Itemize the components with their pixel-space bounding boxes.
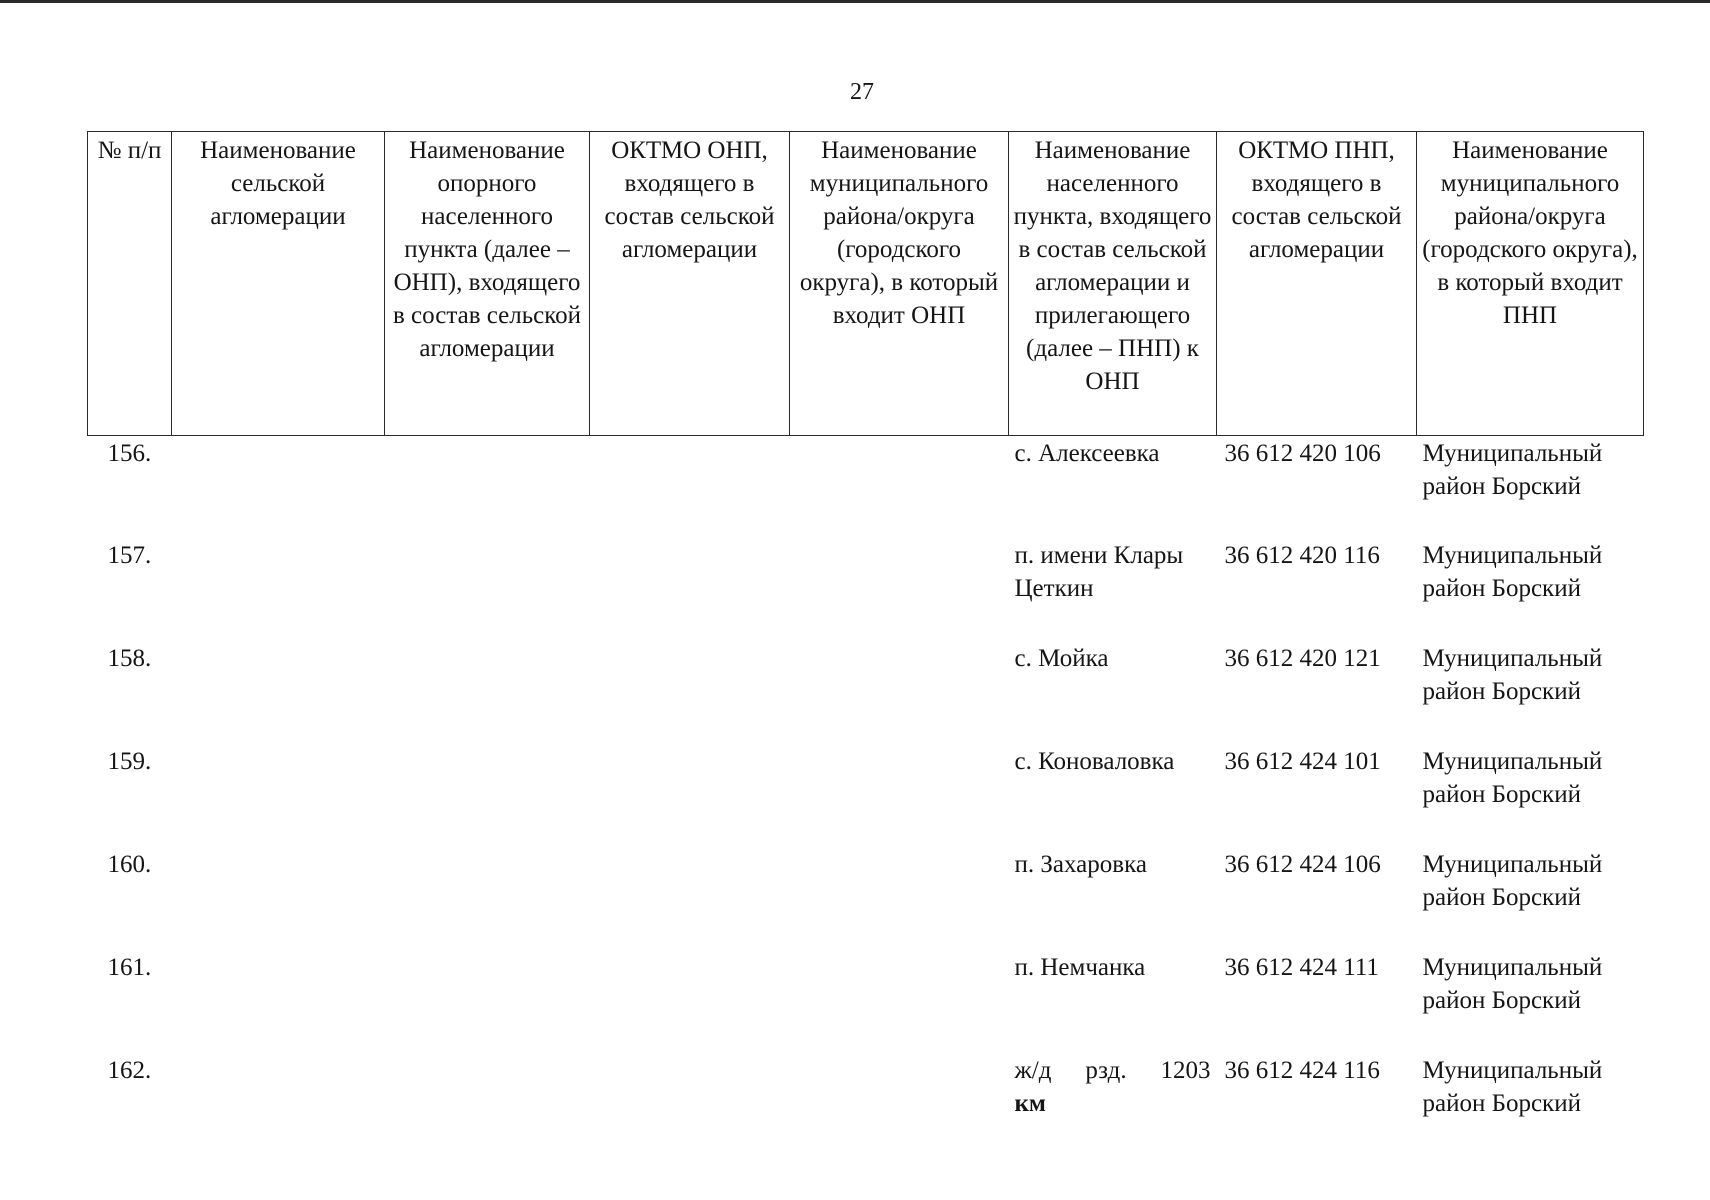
onp-oktmo-cell — [590, 745, 790, 848]
onp-name-cell — [385, 745, 590, 848]
header-pnp-name: Наименование населенного пункта, входящего в состав сельской агломерации и прилегающего (далее – ПНП) к ОНП — [1009, 132, 1217, 436]
pnp-name-cell: с. Мойка — [1014, 644, 1109, 672]
table-row — [88, 436, 1644, 539]
table-row — [88, 745, 1644, 848]
row-number: 159. — [107, 747, 152, 775]
onp-district-cell — [790, 642, 1009, 745]
pnp-name-cell — [1009, 1054, 1217, 1157]
pnp-district-cell: Муниципальный район Борский — [1422, 541, 1603, 602]
pnp-oktmo-cell: 36 612 424 111 — [1224, 953, 1379, 981]
top-border-line — [0, 0, 1710, 3]
onp-name-cell — [385, 642, 590, 745]
pnp-word: рзд. — [1085, 1056, 1127, 1084]
onp-name-cell — [385, 539, 590, 642]
pnp-name-cell: п. Немчанка — [1014, 953, 1146, 981]
agglomeration-cell — [172, 951, 385, 1054]
header-onp-oktmo: ОКТМО ОНП, входящего в состав сельской агломерации — [590, 132, 790, 436]
onp-name-cell — [385, 436, 590, 539]
onp-oktmo-cell — [590, 539, 790, 642]
pnp-oktmo-cell: 36 612 420 106 — [1224, 440, 1381, 467]
pnp-name-cell: с. Алексеевка — [1014, 440, 1160, 467]
table-row — [88, 951, 1644, 1054]
header-agglomeration-name: Наименование сельской агломерации — [172, 132, 385, 436]
agglomeration-table-container — [87, 131, 1643, 1157]
onp-district-cell — [790, 951, 1009, 1054]
header-pnp-district: Наименование муниципального района/округа (городского округа), в который входит ПНП — [1417, 132, 1644, 436]
agglomeration-cell — [172, 539, 385, 642]
onp-oktmo-cell — [590, 436, 790, 539]
pnp-name-cell: с. Коноваловка — [1014, 747, 1175, 775]
table-header — [88, 132, 1644, 436]
pnp-district-cell: Муниципальный район Борский — [1422, 850, 1603, 911]
header-pnp-oktmo: ОКТМО ПНП, входящего в состав сельской агломерации — [1217, 132, 1417, 436]
onp-district-cell — [790, 539, 1009, 642]
header-number: № п/п — [88, 132, 172, 436]
row-number: 162. — [107, 1056, 152, 1084]
row-number: 160. — [107, 850, 152, 878]
pnp-name-justified-line — [1015, 1054, 1211, 1087]
row-number: 158. — [107, 644, 152, 672]
pnp-name-cell: п. Захаровка — [1014, 850, 1147, 878]
pnp-name-cell: п. имени Клары Цеткин — [1014, 541, 1184, 602]
agglomeration-cell — [172, 642, 385, 745]
pnp-district-cell: Муниципальный район Борский — [1422, 953, 1603, 1014]
page-number: 27 — [850, 79, 874, 105]
onp-oktmo-cell — [590, 951, 790, 1054]
pnp-oktmo-cell: 36 612 420 121 — [1224, 644, 1381, 672]
pnp-district-cell: Муниципальный район Борский — [1422, 747, 1603, 808]
pnp-word: 1203 — [1160, 1056, 1211, 1084]
agglomeration-cell — [172, 848, 385, 951]
row-number: 157. — [107, 541, 152, 569]
onp-district-cell — [790, 745, 1009, 848]
pnp-oktmo-cell: 36 612 420 116 — [1224, 541, 1380, 569]
onp-name-cell — [385, 951, 590, 1054]
onp-district-cell — [790, 848, 1009, 951]
pnp-word-tail: км — [1014, 1089, 1046, 1117]
table-row — [88, 848, 1644, 951]
pnp-district-cell: Муниципальный район Борский — [1422, 440, 1603, 500]
pnp-word: ж/д — [1014, 1056, 1052, 1084]
table-body — [88, 436, 1644, 1157]
agglomeration-cell — [172, 745, 385, 848]
row-number: 161. — [107, 953, 152, 981]
pnp-oktmo-cell: 36 612 424 106 — [1224, 850, 1381, 878]
agglomeration-table — [87, 131, 1644, 1157]
table-row — [88, 539, 1644, 642]
onp-name-cell — [385, 848, 590, 951]
onp-district-cell — [790, 436, 1009, 539]
pnp-oktmo-cell: 36 612 424 116 — [1224, 1056, 1380, 1084]
agglomeration-cell — [172, 1054, 385, 1157]
onp-name-cell — [385, 1054, 590, 1157]
agglomeration-cell — [172, 436, 385, 539]
onp-district-cell — [790, 1054, 1009, 1157]
onp-oktmo-cell — [590, 642, 790, 745]
table-row — [88, 642, 1644, 745]
onp-oktmo-cell — [590, 848, 790, 951]
pnp-oktmo-cell: 36 612 424 101 — [1224, 747, 1381, 775]
pnp-district-cell: Муниципальный район Борский — [1422, 644, 1603, 705]
header-onp-name: Наименование опорного населенного пункта (далее – ОНП), входящего в состав сельской агломерации — [385, 132, 590, 436]
row-number: 156. — [107, 440, 152, 467]
pnp-district-cell: Муниципальный район Борский — [1422, 1056, 1603, 1117]
table-row — [88, 1054, 1644, 1157]
header-row — [88, 132, 1644, 436]
onp-oktmo-cell — [590, 1054, 790, 1157]
header-onp-district: Наименование муниципального района/округа (городского округа), в который входит ОНП — [790, 132, 1009, 436]
